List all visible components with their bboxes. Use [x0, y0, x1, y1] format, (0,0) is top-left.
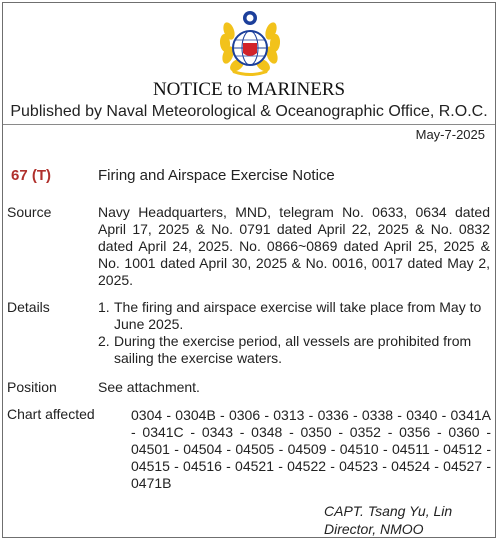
list-item [98, 333, 490, 367]
roc-navy-emblem-icon [215, 9, 285, 77]
charts-label: Chart affected [7, 406, 95, 422]
position-label: Position [7, 379, 57, 395]
document-title: NOTICE to MARINERS [152, 79, 346, 100]
source-label: Source [7, 204, 52, 220]
signature-title: Director, NMOO [324, 521, 424, 537]
position-text: See attachment. [98, 379, 200, 395]
charts-affected-list: 0304 - 0304B - 0306 - 0313 - 0336 - 0338 - 0340 - 0341A - 0341C - 0343 - 0348 - 0350 - 0352 - 0356 - 0360 - 04501 - 04504 - 04505 - 04509 - 04510 - 04511 - 04512 - 04515 - 04516 - 04521 - 04522 - 04523 - 04524 - 04527 - 0471B [131, 407, 491, 491]
details-label: Details [7, 299, 50, 315]
details-item-number: 2. [98, 333, 110, 349]
notice-document [2, 2, 496, 538]
source-text: Navy Headquarters, MND, telegram No. 0633, 0634 dated April 17, 2025 & No. 0791 dated April 22, 2025 & No. 0832 dated April 24, 2025. No. 0866~0869 dated April 25, 2025 & No. 1001 dated April 30, 2025 & No. 0016, 0017 dated May 2, 2025. [98, 204, 490, 288]
details-item-text: The firing and airspace exercise will take place from May to June 2025. [114, 299, 482, 332]
details-item-number: 1. [98, 299, 110, 315]
header-divider [3, 124, 495, 125]
list-item [98, 299, 490, 333]
notice-title: Firing and Airspace Exercise Notice [98, 167, 335, 184]
publisher-line: Published by Naval Meteorological & Oceanographic Office, R.O.C. [10, 103, 488, 120]
notice-number: 67 (T) [11, 167, 52, 184]
details-list [98, 299, 490, 367]
signature-name: CAPT. Tsang Yu, Lin [324, 503, 453, 519]
notice-date: May-7-2025 [415, 127, 485, 142]
details-item-text: During the exercise period, all vessels are prohibited from sailing the exercise waters. [114, 333, 472, 366]
